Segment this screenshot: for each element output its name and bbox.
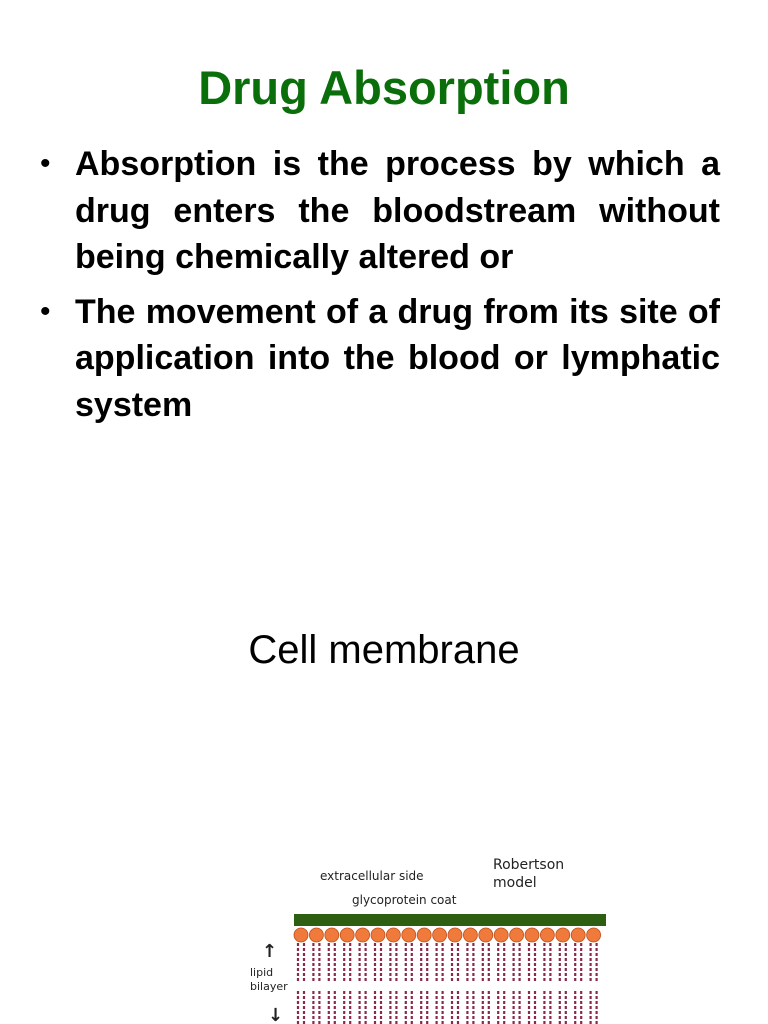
membrane-svg xyxy=(248,851,612,1024)
phospholipid-head xyxy=(433,928,447,942)
lipid-label-line2: bilayer xyxy=(250,980,288,993)
glycoprotein-coat xyxy=(294,914,606,926)
extracellular-label: extracellular side xyxy=(320,869,424,883)
slide-title: Drug Absorption xyxy=(198,61,570,114)
phospholipid-head xyxy=(463,928,477,942)
phospholipid-head xyxy=(479,928,493,942)
phospholipid-head xyxy=(540,928,554,942)
lipid-bilayer xyxy=(294,914,606,1024)
phospholipid-head xyxy=(448,928,462,942)
phospholipid-head xyxy=(525,928,539,942)
phospholipid-head xyxy=(510,928,524,942)
phospholipid-head xyxy=(402,928,416,942)
bullet-list xyxy=(40,141,720,436)
phospholipid-head xyxy=(309,928,323,942)
phospholipid-head xyxy=(571,928,585,942)
subheading: Cell membrane xyxy=(248,628,520,672)
phospholipid-head xyxy=(294,928,308,942)
bullet-marker: • xyxy=(40,294,51,328)
model-label-line2: model xyxy=(493,875,537,891)
bullet-text: The movement of a drug from its site of application into the blood or lymphatic system xyxy=(75,292,720,424)
model-label-line1: Robertson xyxy=(493,857,565,873)
bullet-marker: • xyxy=(40,147,51,180)
arrow-up-icon: ↑ xyxy=(262,941,278,962)
phospholipid-head xyxy=(356,928,370,942)
phospholipid-head xyxy=(417,928,431,942)
lipid-label-line1: lipid xyxy=(250,966,274,979)
bullet-item xyxy=(40,289,720,429)
coat-label: glycoprotein coat xyxy=(352,893,457,907)
bullet-text: Absorption is the process by which a drug enters the bloodstream without being chemically altered or xyxy=(75,145,720,276)
phospholipid-head xyxy=(340,928,354,942)
phospholipid-head xyxy=(494,928,508,942)
phospholipid-head xyxy=(556,928,570,942)
bullet-item xyxy=(40,141,720,281)
phospholipid-head xyxy=(371,928,385,942)
phospholipid-head xyxy=(386,928,400,942)
phospholipid-head xyxy=(325,928,339,942)
phospholipid-head xyxy=(587,928,601,942)
cell-membrane-diagram xyxy=(248,851,612,1024)
arrow-down-icon: ↓ xyxy=(268,1005,284,1024)
